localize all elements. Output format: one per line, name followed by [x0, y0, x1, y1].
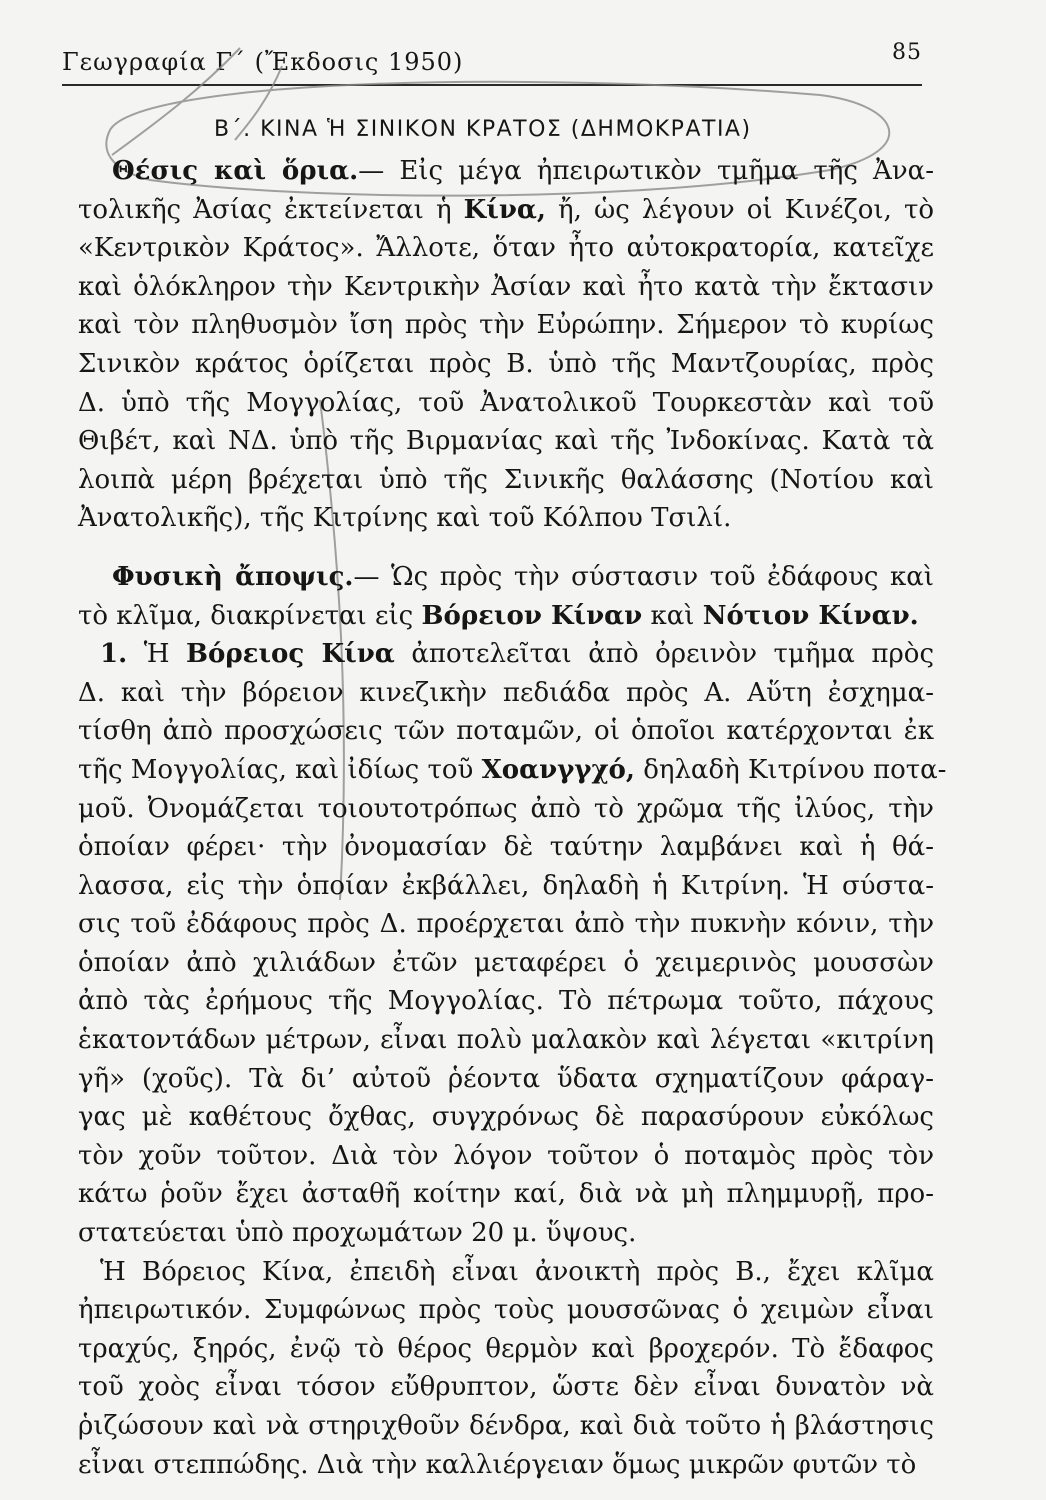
text-line: [78, 905, 934, 944]
text-run: ἀποτελεῖται ἀπὸ ὀρεινὸν τμῆμα πρὸς: [394, 639, 934, 670]
text-run: τὸ κλῖμα, διακρίνεται εἰς: [78, 600, 422, 631]
text-run: κάτω ῥοῦν ἔχει ἀσταθῆ κοίτην καί, διὰ νὰ μὴ πλημμυρῇ, προ-: [78, 1179, 934, 1210]
text-run: Ἡ: [127, 639, 187, 670]
text-line: [78, 345, 934, 384]
paragraph: [78, 635, 947, 1253]
text-line: [78, 1060, 934, 1099]
text-run: τίσθη ἀπὸ προσχώσεις τῶν ποταμῶν, οἱ ὁποῖοι κατέρχονται ἐκ: [78, 716, 934, 747]
bold-term: Κίνα,: [463, 194, 546, 225]
bold-term: Νότιον Κίναν.: [702, 600, 919, 631]
text-run: — Ὡς πρὸς τὴν σύστασιν τοῦ ἐδάφους καὶ: [353, 561, 935, 592]
text-run: σις τοῦ ἐδάφους πρὸς Δ. προέρχεται ἀπὸ τὴν πυκνὴν κόνιν, τὴν: [78, 909, 934, 940]
text-run: Σινικὸν κράτος ὁρίζεται πρὸς Β. ὑπὸ τῆς Μαντζουρίας, πρὸς: [78, 348, 934, 379]
text-run: καὶ: [642, 600, 703, 631]
text-run: ἠπειρωτικόν. Συμφώνως πρὸς τοὺς μουσσῶνας ὁ χειμὼν εἶναι: [78, 1295, 934, 1326]
text-line: [78, 422, 934, 461]
text-run: Ἀνατολικῆς), τῆς Κιτρίνης καὶ τοῦ Κόλπου Τσιλί.: [78, 503, 732, 534]
text-line: [78, 790, 934, 829]
text-line: [78, 1446, 934, 1485]
text-line: [78, 191, 934, 230]
text-line: [78, 944, 934, 983]
text-run: γας μὲ καθέτους ὄχθας, συγχρόνως δὲ παρασύρουν εὐκόλως: [78, 1102, 934, 1133]
text-line: [78, 1253, 934, 1292]
text-line: [78, 1098, 934, 1137]
text-line: [78, 867, 934, 906]
text-run: ἀπὸ τὰς ἐρήμους τῆς Μογγολίας. Τὸ πέτρωμα τοῦτο, πάχους: [78, 986, 934, 1017]
text-run: καὶ τὸν πληθυσμὸν ἴση πρὸς τὴν Εὐρώπην. Σήμερον τὸ κυρίως: [78, 310, 934, 341]
text-line: [78, 1214, 934, 1253]
body-text: [78, 152, 947, 1484]
text-run: «Κεντρικὸν Κράτος». Ἄλλοτε, ὅταν ἦτο αὐτοκρατορία, κατεῖχε: [78, 233, 934, 264]
bold-term: Βόρειος Κίνα: [186, 639, 395, 670]
text-line: [78, 461, 934, 500]
text-run: τὸν χοῦν τοῦτον. Διὰ τὸν λόγον τοῦτον ὁ ποταμὸς πρὸς τὸν: [78, 1140, 934, 1171]
text-line: [78, 1330, 934, 1369]
text-line: [78, 1407, 934, 1446]
text-run: ὁποίαν φέρει· τὴν ὀνομασίαν δὲ ταύτην λαμβάνει καὶ ἡ θά-: [78, 832, 934, 863]
paragraph: [78, 558, 934, 635]
text-run: καὶ ὁλόκληρον τὴν Κεντρικὴν Ἀσίαν καὶ ἦτο κατὰ τὴν ἔκτασιν: [78, 271, 934, 302]
text-line: [78, 1137, 934, 1176]
text-run: τραχύς, ξηρός, ἐνῷ τὸ θέρος θερμὸν καὶ βροχερόν. Τὸ ἔδαφος: [78, 1333, 934, 1364]
text-run: τολικῆς Ἀσίας ἐκτείνεται ἡ: [78, 194, 464, 225]
text-run: τῆς Μογγολίας, καὶ ἰδίως τοῦ: [78, 754, 482, 785]
bold-term: Φυσικὴ ἄποψις.: [112, 561, 354, 592]
text-line: [78, 1291, 934, 1330]
bold-term: Βόρειον Κίναν: [421, 600, 643, 631]
text-run: μοῦ. Ὀνομάζεται τοιουτοτρόπως ἀπὸ τὸ χρῶμα τῆς ἰλύος, τὴν: [78, 793, 934, 824]
section-title: Β΄. ΚΙΝΑ Ἡ ΣΙΝΙΚΟΝ ΚΡΑΤΟΣ (ΔΗΜΟΚΡΑΤΙΑ): [214, 117, 752, 142]
text-run: τοῦ χοὸς εἶναι τόσον εὔθρυπτον, ὥστε δὲν εἶναι δυνατὸν νὰ: [78, 1372, 934, 1403]
bold-term: Θέσις καὶ ὅρια.: [112, 156, 359, 186]
bold-term: Χοανγγχό,: [481, 754, 635, 785]
text-line: [78, 635, 934, 674]
text-run: — Εἰς μέγα ἠπειρωτικὸν τμῆμα τῆς Ἀνα-: [358, 156, 934, 186]
running-header: [62, 40, 922, 80]
text-line: [78, 1021, 934, 1060]
text-run: λοιπὰ μέρη βρέχεται ὑπὸ τῆς Σινικῆς θαλάσσης (Νοτίου καὶ: [78, 464, 934, 495]
text-line: [78, 828, 934, 867]
text-run: Θιβέτ, καὶ ΝΔ. ὑπὸ τῆς Βιρμανίας καὶ τῆς Ἰνδοκίνας. Κατὰ τὰ: [78, 426, 934, 457]
text-run: γῆ» (χοῦς). Τὰ δι’ αὐτοῦ ῥέοντα ὕδατα σχηματίζουν φάραγ-: [78, 1063, 934, 1094]
page-number: 85: [892, 40, 922, 65]
text-run: Δ. καὶ τὴν βόρειον κινεζικὴν πεδιάδα πρὸς Α. Αὕτη ἐσχημα-: [78, 677, 934, 708]
header-rule: [62, 84, 922, 86]
text-run: εἶναι στεππώδης. Διὰ τὴν καλλιέργειαν ὅμως μικρῶν φυτῶν τὸ: [78, 1449, 917, 1480]
text-line: [78, 982, 934, 1021]
text-line: [78, 751, 947, 790]
text-line: [78, 1368, 934, 1407]
text-line: [78, 268, 934, 307]
text-run: ὁποίαν ἀπὸ χιλιάδων ἐτῶν μεταφέρει ὁ χειμερινὸς μουσσὼν: [78, 947, 934, 978]
text-run: ἤ, ὡς λέγουν οἱ Κινέζοι, τὸ: [545, 194, 934, 225]
text-line: [78, 499, 934, 538]
running-title: Γεωγραφία Γ΄ (Ἔκδοσις 1950): [62, 48, 464, 76]
text-line: [78, 597, 934, 636]
text-line: [78, 384, 934, 423]
text-line: [78, 558, 934, 597]
text-line: [78, 1175, 934, 1214]
text-run: Ἡ Βόρειος Κίνα, ἐπειδὴ εἶναι ἀνοικτὴ πρὸς Β., ἔχει κλῖμα: [100, 1256, 934, 1287]
text-line: [78, 306, 934, 345]
paragraph: [78, 152, 934, 538]
paragraph: [78, 1253, 934, 1485]
bold-term: 1.: [100, 639, 128, 670]
text-run: ἑκατοντάδων μέτρων, εἶναι πολὺ μαλακὸν καὶ λέγεται «κιτρίνη: [78, 1025, 934, 1056]
text-line: [78, 712, 934, 751]
text-run: ῥιζώσουν καὶ νὰ στηριχθοῦν δένδρα, καὶ διὰ τοῦτο ἡ βλάστησις: [78, 1411, 934, 1441]
text-line: [78, 229, 934, 268]
text-run: Δ. ὑπὸ τῆς Μογγολίας, τοῦ Ἀνατολικοῦ Τουρκεστὰν καὶ τοῦ: [78, 387, 934, 418]
text-line: [78, 674, 934, 713]
text-run: λασσα, εἰς τὴν ὁποίαν ἐκβάλλει, δηλαδὴ ἡ Κιτρίνη. Ἡ σύστα-: [78, 870, 934, 901]
text-line: [78, 152, 934, 191]
text-run: δηλαδὴ Κιτρίνου ποτα-: [634, 754, 947, 785]
text-run: στατεύεται ὑπὸ προχωμάτων 20 μ. ὕψους.: [78, 1218, 637, 1249]
